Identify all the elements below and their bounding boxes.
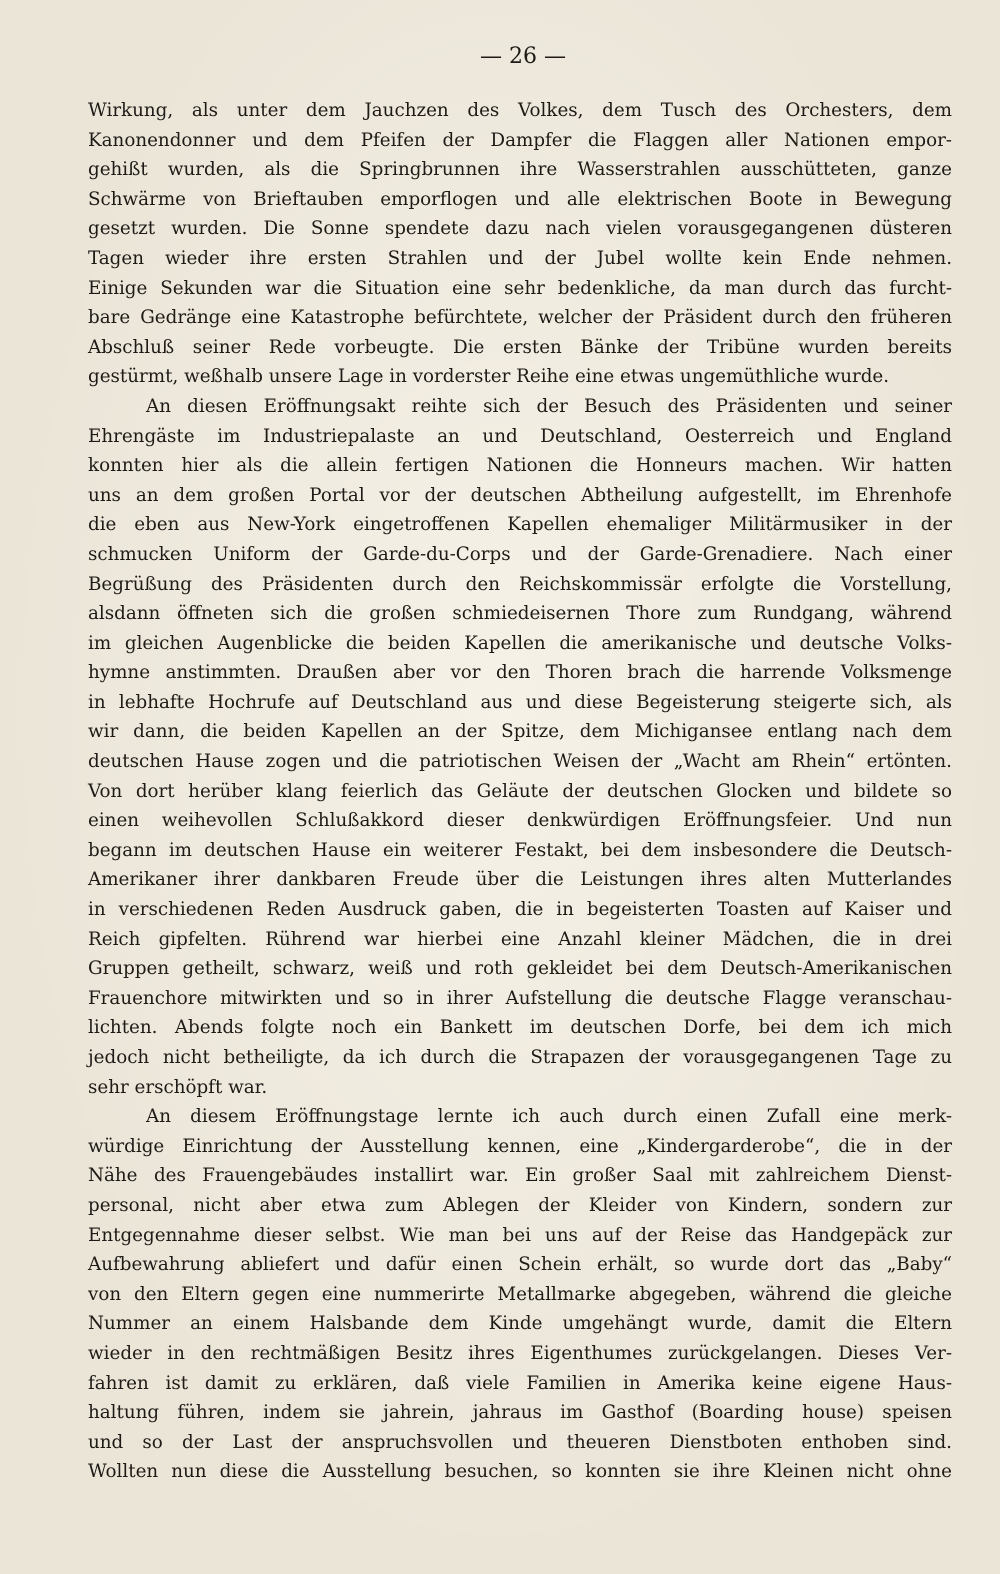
text-line: in lebhafte Hochrufe auf Deutschland aus und diese Begeisterung steigerte sich, als: [88, 691, 952, 713]
text-line: gestürmt, weßhalb unsere Lage in vorderster Reihe eine etwas ungemüthliche wurde.: [88, 366, 890, 388]
text-line: Aufbewahrung abliefert und dafür einen Schein erhält, so wurde dort das „Baby“: [88, 1254, 952, 1276]
text-line: personal, nicht aber etwa zum Ablegen der Kleider von Kindern, sondern zur: [88, 1194, 952, 1216]
text-line: sehr erschöpft war.: [88, 1076, 268, 1098]
text-line: Wollten nun diese die Ausstellung besuchen, so konnten sie ihre Kleinen nicht ohne: [88, 1461, 952, 1483]
text-line: Nähe des Frauengebäudes installirt war. Ein großer Saal mit zahlreichem Dienst-: [88, 1165, 952, 1187]
text-line: schmucken Uniform der Garde-du-Corps und der Garde-Grenadiere. Nach einer: [88, 543, 952, 565]
text-line: Von dort herüber klang feierlich das Geläute der deutschen Glocken und bildete so: [88, 780, 952, 802]
text-line: deutschen Hause zogen und die patriotischen Weisen der „Wacht am Rhein“ ertönten.: [88, 751, 952, 773]
text-line: Schwärme von Brieftauben emporflogen und alle elektrischen Boote in Bewegung: [88, 188, 952, 210]
text-line: Reich gipfelten. Rührend war hierbei eine Anzahl kleiner Mädchen, die in drei: [88, 928, 952, 950]
text-line: fahren ist damit zu erklären, daß viele Familien in Amerika keine eigene Haus-: [88, 1372, 952, 1394]
text-line: Kanonendonner und dem Pfeifen der Dampfer die Flaggen aller Nationen empor-: [88, 129, 952, 151]
text-line: lichten. Abends folgte noch ein Bankett im deutschen Dorfe, bei dem ich mich: [88, 1017, 952, 1039]
text-line: hymne anstimmten. Draußen aber vor den Thoren brach die harrende Volksmenge: [88, 662, 952, 684]
text-line: Nummer an einem Halsbande dem Kinde umgehängt wurde, damit die Eltern: [88, 1313, 952, 1335]
page-number: — 26 —: [480, 44, 566, 69]
text-line: Begrüßung des Präsidenten durch den Reichskommissär erfolgte die Vorstellung,: [88, 573, 952, 595]
text-line: Wirkung, als unter dem Jauchzen des Volkes, dem Tusch des Orchesters, dem: [88, 100, 952, 121]
text-line: begann im deutschen Hause ein weiterer Festakt, bei dem insbesondere die Deutsch-: [88, 839, 952, 861]
text-line: von den Eltern gegen eine nummerirte Metallmarke abgegeben, während die gleiche: [88, 1283, 952, 1305]
text-line: Abschluß seiner Rede vorbeugte. Die ersten Bänke der Tribüne wurden bereits: [88, 336, 952, 358]
text-line: im gleichen Augenblicke die beiden Kapellen die amerikanische und deutsche Volks-: [88, 632, 952, 654]
text-line: haltung führen, indem sie jahrein, jahraus im Gasthof (Boarding house) speisen: [88, 1402, 952, 1424]
text-line: gehißt wurden, als die Springbrunnen ihre Wasserstrahlen ausschütteten, ganze: [88, 159, 952, 181]
text-line: und so der Last der anspruchsvollen und theueren Dienstboten enthoben sind.: [88, 1431, 952, 1453]
text-line: alsdann öffneten sich die großen schmiedeisernen Thore zum Rundgang, während: [88, 603, 952, 625]
text-line: Ehrengäste im Industriepalaste an und Deutschland, Oesterreich und England: [88, 425, 952, 447]
text-line: An diesen Eröffnungsakt reihte sich der Besuch des Präsidenten und seiner: [146, 395, 952, 417]
text-line: wir dann, die beiden Kapellen an der Spitze, dem Michigansee entlang nach dem: [88, 721, 952, 743]
text-line: Frauenchore mitwirkten und so in ihrer Aufstellung die deutsche Flagge veranschau-: [88, 987, 952, 1009]
text-line: würdige Einrichtung der Ausstellung kennen, eine „Kindergarderobe“, die in der: [88, 1135, 952, 1157]
text-line: gesetzt wurden. Die Sonne spendete dazu nach vielen vorausgegangenen düsteren: [88, 218, 952, 240]
body-text: [88, 96, 952, 1487]
text-line: die eben aus New-York eingetroffenen Kapellen ehemaliger Militärmusiker in der: [88, 514, 952, 536]
text-line: Einige Sekunden war die Situation eine sehr bedenkliche, da man durch das furcht-: [88, 277, 952, 299]
text-line: konnten hier als die allein fertigen Nationen die Honneurs machen. Wir hatten: [88, 455, 952, 477]
text-line: An diesem Eröffnungstage lernte ich auch durch einen Zufall eine merk-: [146, 1106, 952, 1128]
text-line: in verschiedenen Reden Ausdruck gaben, die in begeisterten Toasten auf Kaiser und: [88, 899, 952, 921]
text-line: Tagen wieder ihre ersten Strahlen und der Jubel wollte kein Ende nehmen.: [88, 247, 952, 269]
text-line: wieder in den rechtmäßigen Besitz ihres Eigenthumes zurückgelangen. Dieses Ver-: [88, 1342, 952, 1364]
text-line: einen weihevollen Schlußakkord dieser denkwürdigen Eröffnungsfeier. Und nun: [88, 810, 952, 832]
text-line: bare Gedränge eine Katastrophe befürchtete, welcher der Präsident durch den früheren: [88, 307, 952, 329]
text-line: Amerikaner ihrer dankbaren Freude über die Leistungen ihres alten Mutterlandes: [88, 869, 952, 891]
text-line: Gruppen getheilt, schwarz, weiß und roth gekleidet bei dem Deutsch-Amerikanischen: [88, 958, 952, 980]
text-line: Entgegennahme dieser selbst. Wie man bei uns auf der Reise das Handgepäck zur: [88, 1224, 952, 1246]
text-line: jedoch nicht betheiligte, da ich durch die Strapazen der vorausgegangenen Tage zu: [88, 1047, 952, 1068]
text-line: uns an dem großen Portal vor der deutschen Abtheilung aufgestellt, im Ehrenhofe: [88, 484, 952, 506]
